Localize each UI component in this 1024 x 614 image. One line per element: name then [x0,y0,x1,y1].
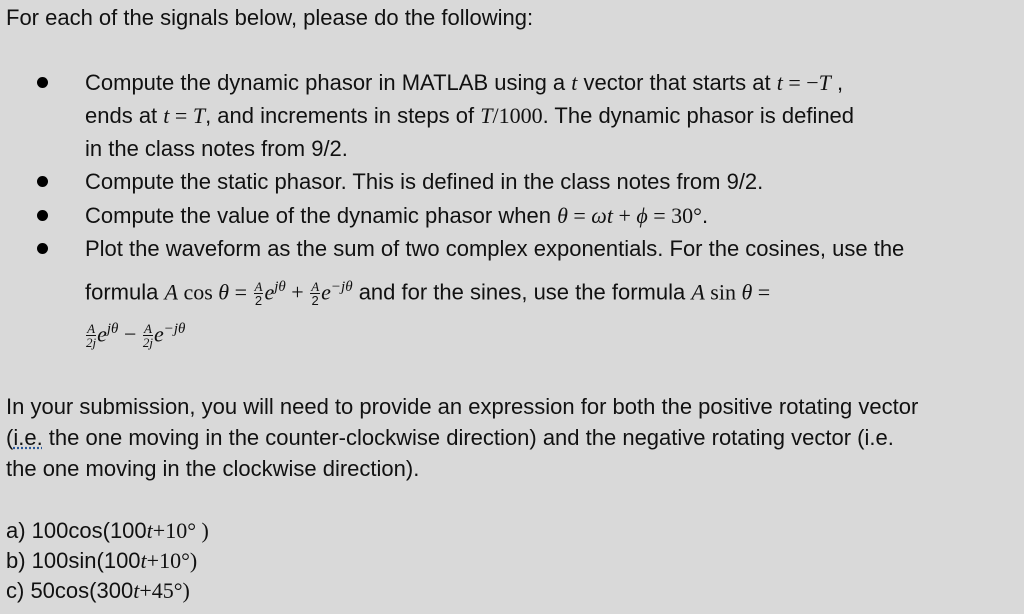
fraction-a-over-2j: $\frac{A}{2j}$ [86,321,97,351]
bullet-4-line-2: formula A cos θ = $\frac{A}{2}$ $e^{j\theta}$ + $\frac{A}{2}$ $e^{-j\theta}$ and for the sines, use the formula A sin θ = [85,279,771,309]
bullet-2-text: Compute the static phasor. This is defined in the class notes from 9/2. [85,169,764,194]
bullet-4-line-3: $\frac{A}{2j}$ $e^{j\theta}$ − $\frac{A}{2j}$ $e^{-j\theta}$ [86,321,186,351]
bullet-1-line-1: Compute the dynamic phasor in MATLAB using a t vector that starts at t = −T , [85,70,844,95]
signal-b: b) 100sin(100t+10°) [6,548,198,573]
bullet-3 [37,210,48,221]
fraction-a-over-2-second: $\frac{A}{2}$ [311,279,320,309]
bullet-4 [37,243,48,254]
bullet-4-line-1: Plot the waveform as the sum of two complex exponentials. For the cosines, use the [85,236,905,261]
submission-line-3: the one moving in the clockwise direction). [6,456,420,481]
submission-line-2: (i.e. the one moving in the counter-clockwise direction) and the negative rotating vector (i.e. [6,425,894,450]
bullet-1-line-3: in the class notes from 9/2. [85,136,348,161]
bullet-1 [37,77,48,88]
fraction-a-over-2: $\frac{A}{2}$ [254,279,263,309]
bullet-1-line-2: ends at t = T, and increments in steps of T/1000. The dynamic phasor is defined [85,103,855,128]
signal-c: c) 50cos(300t+45°) [6,578,190,603]
bullet-3-text: Compute the value of the dynamic phasor when θ = ωt + ϕ = 30°. [85,203,709,228]
bullet-2 [37,176,48,187]
signal-a: a) 100cos(100t+10° ) [6,518,209,543]
intro-text: For each of the signals below, please do the following: [6,5,534,30]
fraction-a-over-2j-second: $\frac{A}{2j}$ [142,321,153,351]
submission-line-1: In your submission, you will need to provide an expression for both the positive rotating vector [6,394,919,419]
